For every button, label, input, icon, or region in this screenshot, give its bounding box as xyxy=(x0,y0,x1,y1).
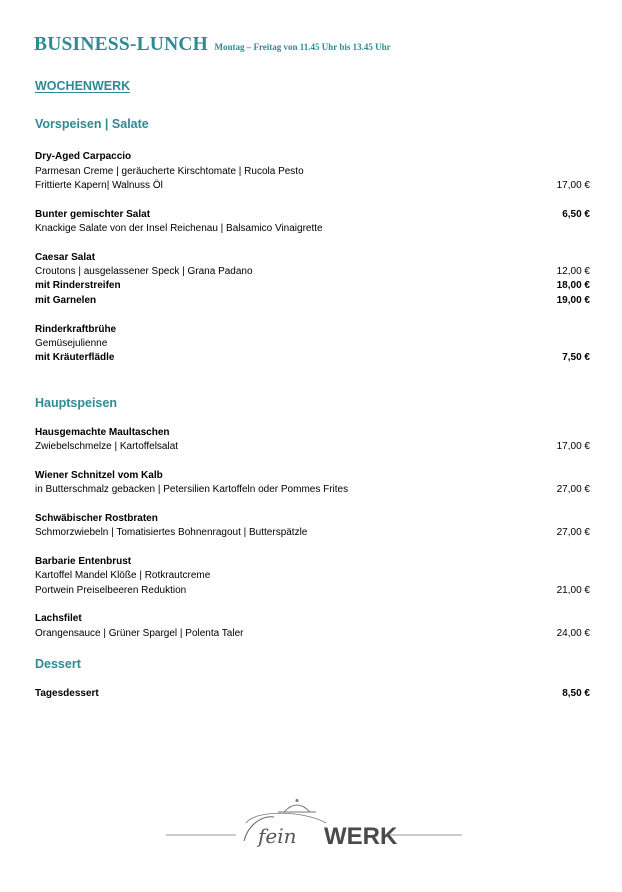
dish-description: Gemüsejulienne xyxy=(35,338,108,349)
dish-name: Tagesdessert xyxy=(35,688,99,699)
dish-price: 6,50 € xyxy=(562,209,590,220)
dish-description: Croutons | ausgelassener Speck | Grana Padano xyxy=(35,266,253,277)
dish-description: Orangensauce | Grüner Spargel | Polenta Taler xyxy=(35,628,244,639)
menu-item-title xyxy=(35,251,590,265)
menu-item-title xyxy=(35,150,590,164)
dish-option: mit Garnelen xyxy=(35,295,97,306)
dish-name: Dry-Aged Carpaccio xyxy=(35,151,132,162)
menu-item-title xyxy=(35,469,590,483)
logo-bold-text: WERK xyxy=(324,823,398,850)
dish-price: 12,00 € xyxy=(556,266,590,277)
menu-item-title xyxy=(35,512,590,526)
dish-name: Caesar Salat xyxy=(35,252,96,263)
section-heading-vorspeisen: Vorspeisen | Salate xyxy=(35,117,149,131)
menu-item-title xyxy=(35,555,590,569)
menu-item-title xyxy=(35,323,590,337)
dish-price: 19,00 € xyxy=(556,295,590,306)
dish-price: 17,00 € xyxy=(556,180,590,191)
page-title: BUSINESS-LUNCH xyxy=(34,34,209,55)
menu-item-description xyxy=(35,483,590,497)
menu-item-description xyxy=(35,440,590,454)
dish-description: Zwiebelschmelze | Kartoffelsalat xyxy=(35,441,179,452)
menu-item-title xyxy=(35,426,590,440)
dish-name: Barbarie Entenbrust xyxy=(35,556,132,567)
dish-name: Lachsfilet xyxy=(35,613,82,624)
dish-description: Kartoffel Mandel Klöße | Rotkrautcreme xyxy=(35,570,211,581)
dish-description: Frittierte Kapern| Walnuss Öl xyxy=(35,180,163,191)
menu-item-description xyxy=(35,222,590,236)
menu-item-title xyxy=(35,208,590,222)
menu-item-title xyxy=(35,687,590,701)
dish-price: 17,00 € xyxy=(556,441,590,452)
logo-script-text: fein xyxy=(258,824,297,848)
wochenwerk-heading: WOCHENWERK xyxy=(35,79,131,93)
dish-option: mit Rinderstreifen xyxy=(35,280,121,291)
dish-price: 27,00 € xyxy=(556,527,590,538)
menu-item-description xyxy=(35,569,590,583)
cloche-icon xyxy=(278,799,316,812)
menu-item-description xyxy=(35,337,590,351)
dish-name: Rinderkraftbrühe xyxy=(35,324,117,335)
dish-description: Parmesan Creme | geräucherte Kirschtomate | Rucola Pesto xyxy=(35,166,304,177)
menu-item-option xyxy=(35,279,590,293)
menu-item-option xyxy=(35,294,590,308)
dish-price: 27,00 € xyxy=(556,484,590,495)
dish-name: Wiener Schnitzel vom Kalb xyxy=(35,470,163,481)
dish-description: in Butterschmalz gebacken | Petersilien Kartoffeln oder Pommes Frites xyxy=(35,484,349,495)
dish-price: 8,50 € xyxy=(562,688,590,699)
menu-item-description xyxy=(35,265,590,279)
menu-item-option xyxy=(35,351,590,365)
dish-price: 7,50 € xyxy=(562,352,590,363)
logo-swash xyxy=(246,813,326,823)
section-heading-dessert: Dessert xyxy=(35,657,81,671)
dish-price: 24,00 € xyxy=(556,628,590,639)
menu-item-description xyxy=(35,627,590,641)
dish-description: Schmorzwiebeln | Tomatisiertes Bohnenragout | Butterspätzle xyxy=(35,527,308,538)
menu-item-description xyxy=(35,584,590,598)
dish-description: Portwein Preiselbeeren Reduktion xyxy=(35,585,187,596)
dish-description: Knackige Salate von der Insel Reichenau | Balsamico Vinaigrette xyxy=(35,223,323,234)
menu-item-description xyxy=(35,165,590,179)
opening-hours: Montag – Freitag von 11.45 Uhr bis 13.45 Uhr xyxy=(214,42,391,52)
dish-name: Bunter gemischter Salat xyxy=(35,209,151,220)
dish-name: Schwäbischer Rostbraten xyxy=(35,513,158,524)
dish-option: mit Kräuterflädle xyxy=(35,352,115,363)
page-header xyxy=(34,34,391,56)
menu-item-description xyxy=(35,179,590,193)
menu-item-description xyxy=(35,526,590,540)
menu-item-title xyxy=(35,612,590,626)
section-heading-hauptspeisen: Hauptspeisen xyxy=(35,396,117,410)
logo-graphic xyxy=(166,795,462,855)
dish-price: 18,00 € xyxy=(556,280,590,291)
dish-name: Hausgemachte Maultaschen xyxy=(35,427,170,438)
dish-price: 21,00 € xyxy=(556,585,590,596)
feinwerk-logo xyxy=(166,795,462,855)
